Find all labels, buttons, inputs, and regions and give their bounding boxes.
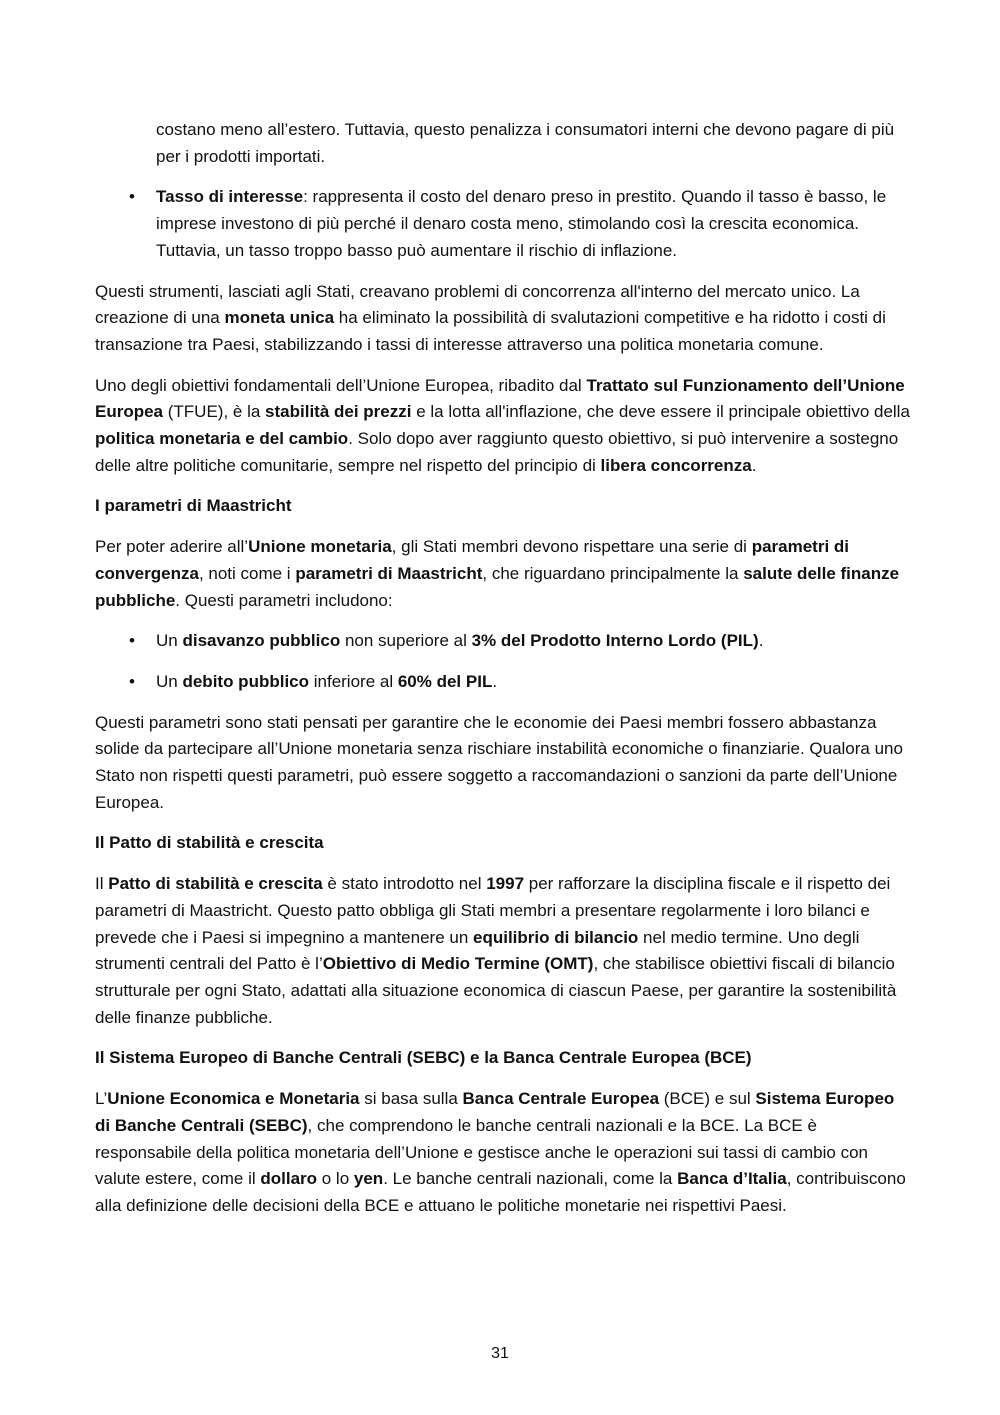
- continued-bullet-text: costano meno all’estero. Tuttavia, questo penalizza i consumatori interni che devono pagare di più per i prodotti importati.: [156, 120, 895, 166]
- bullet-dot-icon: •: [129, 631, 135, 651]
- bullet-debito: • Un debito pubblico inferiore al 60% del PIL.: [95, 669, 910, 696]
- page-number: 31: [491, 1345, 509, 1362]
- paragraph-maastricht: Per poter aderire all’Unione monetaria, gli Stati membri devono rispettare una serie di parametri di convergenza, noti come i parametri di Maastricht, che riguardano principalmente la salute delle finanze pubbliche. Questi parametri includono:: [95, 537, 900, 610]
- paragraph-obiettivi: Uno degli obiettivi fondamentali dell’Unione Europea, ribadito dal Trattato sul Funzionamento dell’Unione Europea (TFUE), è la stabilità dei prezzi e la lotta all'inflazione, che deve essere il principale obiettivo della politica monetaria e del cambio. Solo dopo aver raggiunto questo obiettivo, si può intervenire a sostegno delle altre politiche comunitarie, sempre nel rispetto del principio di libera concorrenza.: [95, 375, 910, 475]
- bullet-dot-icon: •: [129, 187, 135, 207]
- paragraph-parametri: Questi parametri sono stati pensati per garantire che le economie dei Paesi membri fossero abbastanza solide da partecipare all’Unione monetaria senza rischiare instabilità economiche o finanziarie. Qualora uno Stato non rispetti questi parametri, può essere soggetto a raccomandazioni o sanzioni da parte dell’Unione Europea.: [95, 712, 903, 812]
- heading-sebc: Il Sistema Europeo di Banche Centrali (SEBC) e la Banca Centrale Europea (BCE): [95, 1048, 752, 1068]
- bullet-dot-icon: •: [129, 671, 135, 691]
- bullet-disavanzo: • Un disavanzo pubblico non superiore al 3% del Prodotto Interno Lordo (PIL).: [95, 628, 910, 655]
- bullet-term: Tasso di interesse: [156, 187, 304, 207]
- paragraph-strumenti: Questi strumenti, lasciati agli Stati, creavano problemi di concorrenza all'interno del mercato unico. La creazione di una moneta unica ha eliminato la possibilità di svalutazioni competitive e ha ridotto i costi di transazione tra Paesi, stabilizzando i tassi di interesse attraverso una politica monetaria comune.: [95, 281, 886, 354]
- document-page: [95, 117, 910, 1234]
- paragraph-sebc: L’Unione Economica e Monetaria si basa sulla Banca Centrale Europea (BCE) e sul Sistema Europeo di Banche Centrali (SEBC), che comprendono le banche centrali nazionali e la BCE. La BCE è responsabile della politica monetaria dell’Unione e gestisce anche le operazioni sui tassi di cambio con valute estere, come il dollaro o lo yen. Le banche centrali nazionali, come la Banca d’Italia, contribuiscono alla definizione delle decisioni della BCE e attuano le politiche monetarie nei rispettivi Paesi.: [95, 1089, 906, 1215]
- bullet-text: : rappresenta il costo del denaro preso in prestito. Quando il tasso è basso, le imprese investono di più perché il denaro costa meno, stimolando così la crescita economica. Tuttavia, un tasso troppo basso può aumentare il rischio di inflazione.: [156, 187, 887, 260]
- heading-maastricht: I parametri di Maastricht: [95, 496, 292, 516]
- paragraph-patto: Il Patto di stabilità e crescita è stato introdotto nel 1997 per rafforzare la disciplina fiscale e il rispetto dei parametri di Maastricht. Questo patto obbliga gli Stati membri a presentare regolarmente i loro bilanci e prevede che i Paesi si impegnino a mantenere un equilibrio di bilancio nel medio termine. Uno degli strumenti centrali del Patto è l’Obiettivo di Medio Termine (OMT), che stabilisce obiettivi fiscali di bilancio strutturale per ogni Stato, adattati alla situazione economica di ciascun Paese, per garantire la sostenibilità delle finanze pubbliche.: [95, 874, 897, 1027]
- heading-patto: Il Patto di stabilità e crescita: [95, 833, 324, 853]
- bullet-tasso-di-interesse: [95, 184, 910, 264]
